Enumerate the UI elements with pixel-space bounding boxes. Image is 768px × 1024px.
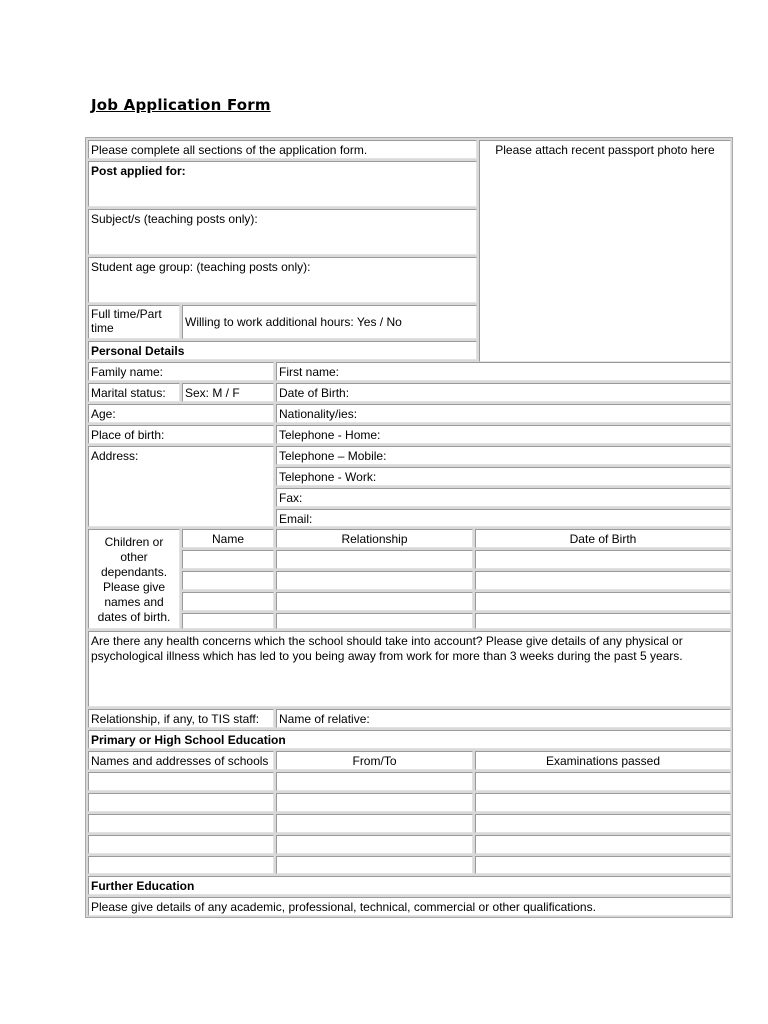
further-education-heading: Further Education (88, 876, 731, 895)
school-cell[interactable] (88, 793, 274, 812)
passport-photo-box[interactable]: Please attach recent passport photo here (479, 140, 731, 362)
place-of-birth-field[interactable]: Place of birth: (88, 425, 274, 444)
date-of-birth-field[interactable]: Date of Birth: (276, 383, 731, 402)
school-cell[interactable] (88, 772, 274, 791)
age-field[interactable]: Age: (88, 404, 274, 423)
dependant-relationship-cell[interactable] (276, 571, 473, 590)
school-cell[interactable] (88, 814, 274, 833)
from-to-cell[interactable] (276, 772, 473, 791)
first-name-field[interactable]: First name: (276, 362, 731, 381)
address-field[interactable]: Address: (88, 446, 274, 527)
school-cell[interactable] (88, 856, 274, 874)
sex-field[interactable]: Sex: M / F (182, 383, 274, 402)
examinations-cell[interactable] (475, 856, 731, 874)
personal-details-heading: Personal Details (88, 341, 477, 360)
subjects-field[interactable]: Subject/s (teaching posts only): (88, 209, 477, 255)
fax-field[interactable]: Fax: (276, 488, 731, 507)
from-to-cell[interactable] (276, 793, 473, 812)
from-to-cell[interactable] (276, 856, 473, 874)
dependant-name-cell[interactable] (182, 592, 274, 611)
dependants-label: Children or other dependants. Please give names and dates of birth. (88, 529, 180, 629)
dependant-relationship-cell[interactable] (276, 550, 473, 569)
marital-status-field[interactable]: Marital status: (88, 383, 180, 402)
from-to-header: From/To (276, 751, 473, 770)
telephone-mobile-field[interactable]: Telephone – Mobile: (276, 446, 731, 465)
age-group-field[interactable]: Student age group: (teaching posts only): (88, 257, 477, 303)
school-education-heading: Primary or High School Education (88, 730, 731, 749)
application-form (85, 137, 733, 918)
examinations-header: Examinations passed (475, 751, 731, 770)
dependant-name-cell[interactable] (182, 613, 274, 629)
school-cell[interactable] (88, 835, 274, 854)
email-field[interactable]: Email: (276, 509, 731, 527)
nationality-field[interactable]: Nationality/ies: (276, 404, 731, 423)
dependant-name-cell[interactable] (182, 571, 274, 590)
dependant-dob-cell[interactable] (475, 592, 731, 611)
from-to-cell[interactable] (276, 814, 473, 833)
dependant-name-cell[interactable] (182, 550, 274, 569)
tis-staff-relationship-field[interactable]: Relationship, if any, to TIS staff: (88, 709, 274, 728)
dependant-relationship-cell[interactable] (276, 613, 473, 629)
examinations-cell[interactable] (475, 772, 731, 791)
dependant-name-header: Name (182, 529, 274, 548)
examinations-cell[interactable] (475, 793, 731, 812)
additional-hours-field[interactable]: Willing to work additional hours: Yes / No (182, 305, 477, 339)
further-education-field[interactable]: Please give details of any academic, professional, technical, commercial or other qualifications. (88, 897, 731, 916)
telephone-home-field[interactable]: Telephone - Home: (276, 425, 731, 444)
instruction-text: Please complete all sections of the application form. (88, 140, 477, 159)
examinations-cell[interactable] (475, 835, 731, 854)
family-name-field[interactable]: Family name: (88, 362, 274, 381)
dependant-dob-cell[interactable] (475, 550, 731, 569)
health-concerns-field[interactable]: Are there any health concerns which the school should take into account? Please give details of any physical or psychological illness which has led to you being away from work for more than 3 weeks during the past 5 years. (88, 631, 731, 707)
page-title: Job Application Form (91, 96, 271, 114)
full-part-time-field[interactable]: Full time/Part time (88, 305, 180, 339)
dependant-dob-cell[interactable] (475, 613, 731, 629)
examinations-cell[interactable] (475, 814, 731, 833)
from-to-cell[interactable] (276, 835, 473, 854)
dependant-relationship-cell[interactable] (276, 592, 473, 611)
dependant-relationship-header: Relationship (276, 529, 473, 548)
dependant-dob-header: Date of Birth (475, 529, 731, 548)
telephone-work-field[interactable]: Telephone - Work: (276, 467, 731, 486)
dependant-dob-cell[interactable] (475, 571, 731, 590)
relative-name-field[interactable]: Name of relative: (276, 709, 731, 728)
schools-header: Names and addresses of schools (88, 751, 274, 770)
post-applied-field[interactable]: Post applied for: (88, 161, 477, 207)
